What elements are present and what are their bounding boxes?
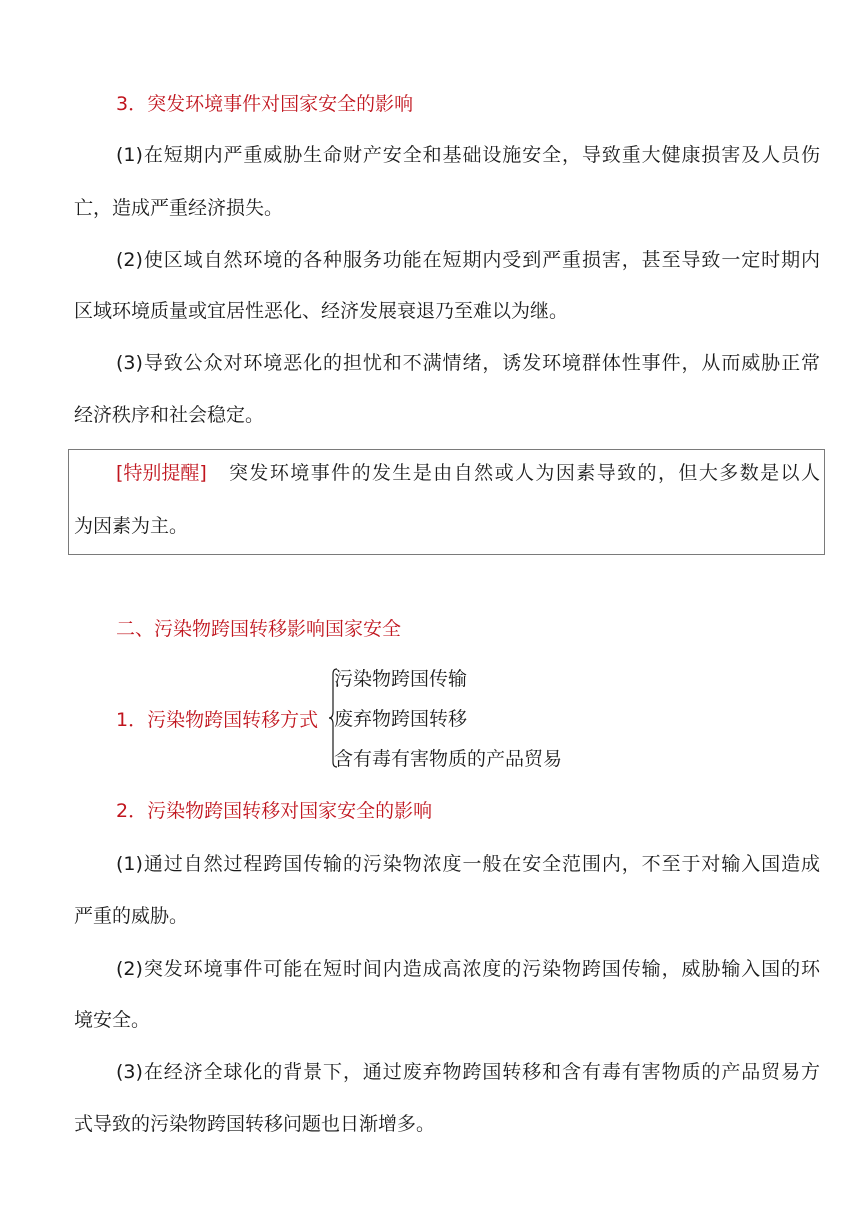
sec3-para2-line1: (2)使区域自然环境的各种服务功能在短期内受到严重损害，甚至导致一定时期内 [116,249,820,271]
sec3-para1-line1: (1)在短期内严重威胁生命财产安全和基础设施安全，导致重大健康损害及人员伤 [116,144,820,166]
sec3-para3-line1: (3)导致公众对环境恶化的担忧和不满情绪，诱发环境群体性事件，从而威胁正常 [116,352,820,374]
sec3-para1-line2: 亡，造成严重经济损失。 [74,197,284,219]
s2-para3-line1: (3)在经济全球化的背景下，通过废弃物跨国转移和含有毒有害物质的产品贸易方 [116,1061,820,1083]
transfer-mode-item: 污染物跨国传输 [334,668,468,690]
transfer-mode-item: 含有毒有害物质的产品贸易 [334,748,563,770]
sec3-para2-line2: 区域环境质量或宜居性恶化、经济发展衰退乃至难以为继。 [74,300,569,322]
special-note-label: [特别提醒] [116,462,207,484]
subsection-1-heading: 1．污染物跨国转移方式 [116,709,319,731]
special-note-line2: 为因素为主。 [74,515,189,537]
s2-para2-line1: (2)突发环境事件可能在短时间内造成高浓度的污染物跨国传输，威胁输入国的环 [116,958,820,980]
special-note-line1: 突发环境事件的发生是由自然或人为因素导致的，但大多数是以人 [229,462,820,484]
s2-para3-line2: 式导致的污染物跨国转移问题也日渐增多。 [74,1113,436,1135]
s2-para1-line1: (1)通过自然过程跨国传输的污染物浓度一般在安全范围内，不至于对输入国造成 [116,853,820,875]
part-2-heading: 二、污染物跨国转移影响国家安全 [116,618,402,640]
s2-para2-line2: 境安全。 [74,1009,151,1031]
subsection-2-heading: 2．污染物跨国转移对国家安全的影响 [116,800,433,822]
transfer-mode-item: 废弃物跨国转移 [334,708,468,730]
section-3-heading: 3．突发环境事件对国家安全的影响 [116,93,414,115]
s2-para1-line2: 严重的威胁。 [74,905,189,927]
sec3-para3-line2: 经济秩序和社会稳定。 [74,404,265,426]
